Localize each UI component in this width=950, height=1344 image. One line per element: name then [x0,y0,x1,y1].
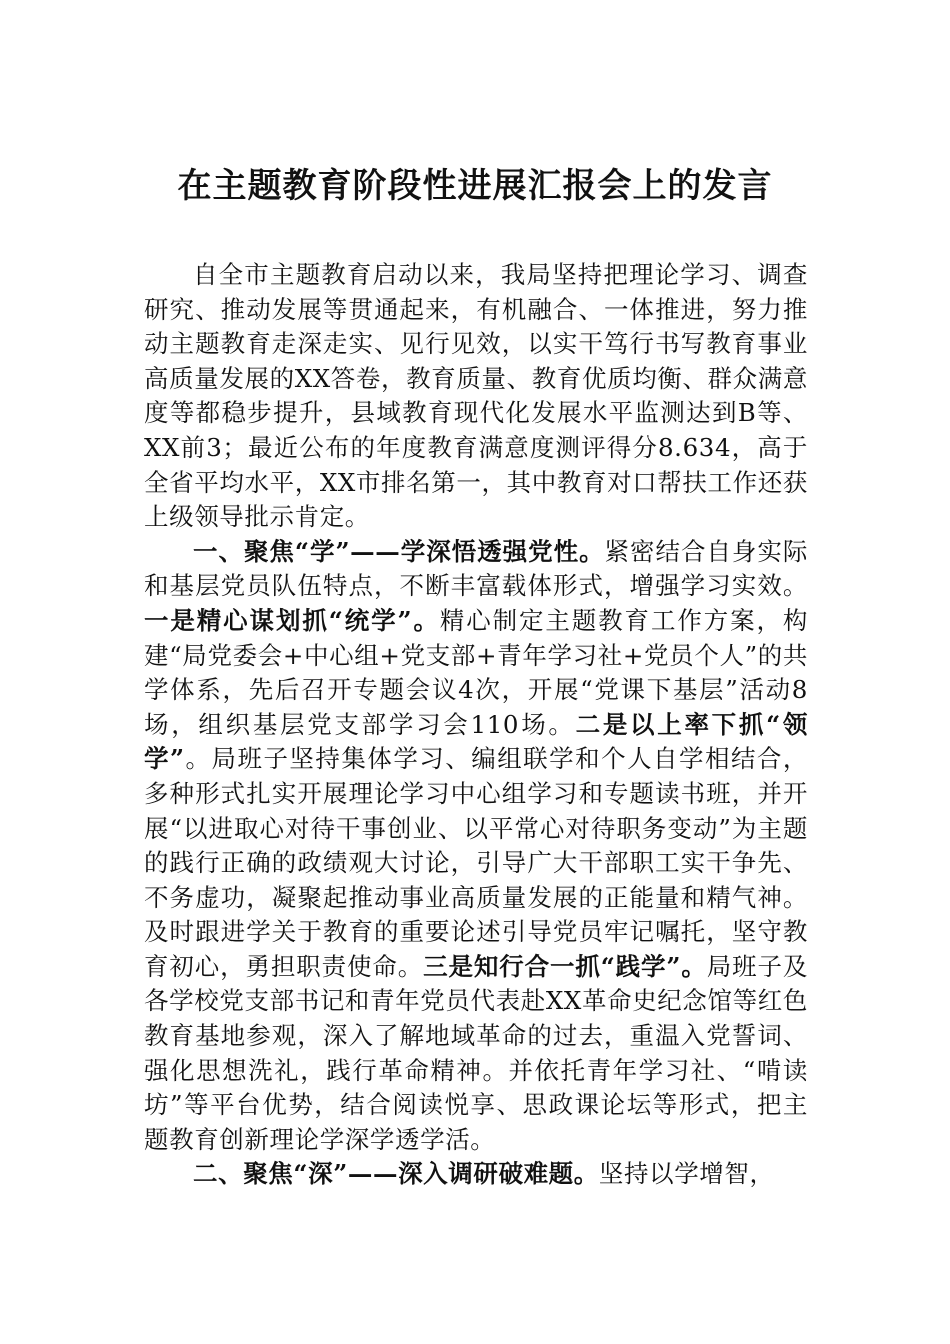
section-1-heading: 一、聚焦“学”——学深悟透强党性。 [193,536,605,566]
point-3-heading: 三是知行合一抓“践学”。 [423,951,707,981]
section-2-paragraph [144,1157,808,1192]
section-2-lead: 坚持以学增智， [598,1159,775,1189]
intro-paragraph: 自全市主题教育启动以来，我局坚持把理论学习、调查研究、推动发展等贯通起来，有机融合、一体推进，努力推动主题教育走深走实、见行见效，以实干笃行书写教育事业高质量发展的XX答卷，教育质量、教育优质均衡、群众满意度等都稳步提升，县域教育现代化发展水平监测达到B等、XX前3；最近公布的年度教育满意度测评得分8.634，高于全省平均水平，XX市排名第一，其中教育对口帮扶工作还获上级领导批示肯定。 [144,260,808,532]
document-body [144,258,808,1192]
point-2-text: 。局班子坚持集体学习、编组联学和个人自学相结合，多种形式扎实开展理论学习中心组学习和专题读书班，并开展“以进取心对待干事创业、以平常心对待职务变动”为主题的践行正确的政绩观大讨论，引导广大干部职工实干争先、不务虚功，凝聚起推动事业高质量发展的正能量和精气神。及时跟进学关于教育的重要论述引导党员牢记嘱托，坚守教育初心，勇担职责使命。 [144,744,808,981]
section-1-lead: 紧密结合自身实际和基层党员队伍特点，不断丰富载体形式，增强学习实效。 [144,536,808,601]
document-title: 在主题教育阶段性进展汇报会上的发言 [177,166,773,206]
section-2-heading: 二、聚焦“深”——深入调研破难题。 [193,1159,599,1189]
point-2-heading: 二是以上率下抓“领学” [144,709,808,774]
section-1-paragraph [144,535,808,1158]
point-1-text: 精心制定主题教育工作方案，构建“局党委会+中心组+党支部+青年学习社+党员个人”的共学体系，先后召开专题会议4次，开展“党课下基层”活动8场，组织基层党支部学习会110场。 [144,605,808,739]
point-3-text: 局班子及各学校党支部书记和青年党员代表赴XX革命史纪念馆等红色教育基地参观，深入了解地域革命的过去，重温入党誓词、强化思想洗礼，践行革命精神。并依托青年学习社、“啃读坊”等平台优势，结合阅读悦享、思政课论坛等形式，把主题教育创新理论学深学透学活。 [144,951,808,1154]
point-1-heading: 一是精心谋划抓“统学”。 [144,605,440,635]
